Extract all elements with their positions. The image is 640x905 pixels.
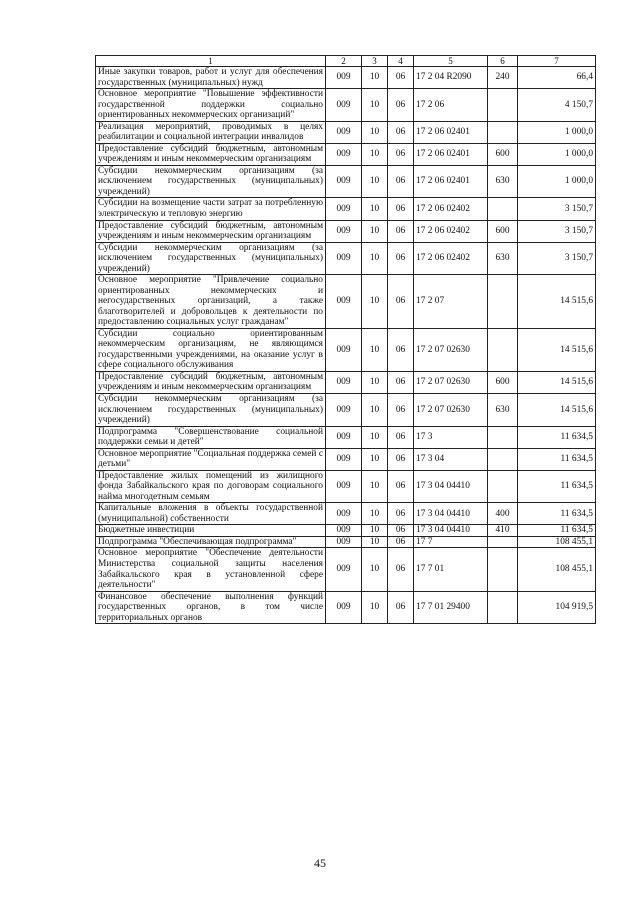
- expense-type-code: [488, 426, 518, 448]
- target-item-code: 17 2 06 02402: [414, 220, 488, 242]
- row-name: Капитальные вложения в объекты государственной (муниципальной) собственности: [96, 503, 326, 525]
- table-row: [96, 448, 596, 470]
- admin-code: 009: [326, 89, 362, 122]
- amount: 1 000,0: [518, 165, 596, 198]
- section-code: 10: [362, 198, 388, 220]
- row-name: Основное мероприятие "Привлечение социально ориентированных некоммерческих и негосударственных организаций, а также благотворителей и добровольцев к деятельности по предоставлению социальных услуг гражданам": [96, 275, 326, 329]
- header-col-4: 4: [388, 56, 414, 67]
- admin-code: 009: [326, 220, 362, 242]
- admin-code: 009: [326, 371, 362, 393]
- row-name: Предоставление субсидий бюджетным, автономным учреждениям и иным некоммерческим организациям: [96, 371, 326, 393]
- admin-code: 009: [326, 198, 362, 220]
- section-code: 10: [362, 426, 388, 448]
- expense-type-code: [488, 591, 518, 624]
- admin-code: 009: [326, 548, 362, 591]
- target-item-code: 17 2 07 02630: [414, 371, 488, 393]
- section-code: 10: [362, 67, 388, 89]
- table-row: [96, 426, 596, 448]
- section-code: 10: [362, 591, 388, 624]
- subsection-code: 06: [388, 503, 414, 525]
- target-item-code: 17 3 04 04410: [414, 525, 488, 537]
- table-row: [96, 198, 596, 220]
- target-item-code: 17 2 06 02402: [414, 198, 488, 220]
- table-row: [96, 121, 596, 143]
- target-item-code: 17 2 06 02401: [414, 143, 488, 165]
- target-item-code: 17 2 07 02630: [414, 394, 488, 427]
- row-name: Субсидии некоммерческим организациям (за исключением государственных (муниципальных) учреждений): [96, 242, 326, 275]
- section-code: 10: [362, 89, 388, 122]
- amount: 14 515,6: [518, 394, 596, 427]
- target-item-code: 17 3: [414, 426, 488, 448]
- target-item-code: 17 7: [414, 536, 488, 548]
- table-row: [96, 525, 596, 537]
- page-number: 45: [314, 856, 326, 870]
- target-item-code: 17 2 06 02402: [414, 242, 488, 275]
- subsection-code: 06: [388, 525, 414, 537]
- amount: 11 634,5: [518, 525, 596, 537]
- admin-code: 009: [326, 448, 362, 470]
- expense-type-code: [488, 121, 518, 143]
- amount: 3 150,7: [518, 220, 596, 242]
- subsection-code: 06: [388, 220, 414, 242]
- subsection-code: 06: [388, 328, 414, 371]
- admin-code: 009: [326, 470, 362, 503]
- subsection-code: 06: [388, 198, 414, 220]
- row-name: Субсидии на возмещение части затрат за потребленную электрическую и тепловую энергию: [96, 198, 326, 220]
- expense-type-code: [488, 448, 518, 470]
- subsection-code: 06: [388, 548, 414, 591]
- header-col-5: 5: [414, 56, 488, 67]
- header-col-3: 3: [362, 56, 388, 67]
- target-item-code: 17 2 07: [414, 275, 488, 329]
- section-code: 10: [362, 536, 388, 548]
- expense-type-code: 600: [488, 371, 518, 393]
- row-name: Основное мероприятие "Повышение эффективности государственной поддержки социально ориентированных некоммерческих организаций": [96, 89, 326, 122]
- target-item-code: 17 3 04 04410: [414, 470, 488, 503]
- admin-code: 009: [326, 536, 362, 548]
- admin-code: 009: [326, 242, 362, 275]
- expense-type-code: 400: [488, 503, 518, 525]
- table-row: [96, 591, 596, 624]
- subsection-code: 06: [388, 242, 414, 275]
- subsection-code: 06: [388, 143, 414, 165]
- expense-type-code: 410: [488, 525, 518, 537]
- subsection-code: 06: [388, 165, 414, 198]
- table-row: [96, 548, 596, 591]
- subsection-code: 06: [388, 121, 414, 143]
- amount: 4 150,7: [518, 89, 596, 122]
- budget-table: [95, 55, 596, 624]
- section-code: 10: [362, 220, 388, 242]
- target-item-code: 17 3 04 04410: [414, 503, 488, 525]
- section-code: 10: [362, 548, 388, 591]
- expense-type-code: [488, 548, 518, 591]
- amount: 108 455,1: [518, 536, 596, 548]
- section-code: 10: [362, 165, 388, 198]
- subsection-code: 06: [388, 394, 414, 427]
- row-name: Основное мероприятие "Социальная поддержка семей с детьми": [96, 448, 326, 470]
- amount: 11 634,5: [518, 470, 596, 503]
- admin-code: 009: [326, 143, 362, 165]
- row-name: Финансовое обеспечение выполнения функций государственных органов, в том числе территориальных органов: [96, 591, 326, 624]
- admin-code: 009: [326, 591, 362, 624]
- section-code: 10: [362, 394, 388, 427]
- subsection-code: 06: [388, 470, 414, 503]
- row-name: Субсидии социально ориентированным некоммерческим организациям, не являющимся государственными учреждениями, на оказание услуг в сфере социального обслуживания: [96, 328, 326, 371]
- expense-type-code: 600: [488, 143, 518, 165]
- subsection-code: 06: [388, 591, 414, 624]
- expense-type-code: 630: [488, 394, 518, 427]
- amount: 11 634,5: [518, 448, 596, 470]
- table-row: [96, 143, 596, 165]
- target-item-code: 17 7 01 29400: [414, 591, 488, 624]
- admin-code: 009: [326, 121, 362, 143]
- target-item-code: 17 2 06 02401: [414, 165, 488, 198]
- admin-code: 009: [326, 394, 362, 427]
- section-code: 10: [362, 503, 388, 525]
- expense-type-code: 630: [488, 165, 518, 198]
- section-code: 10: [362, 525, 388, 537]
- subsection-code: 06: [388, 371, 414, 393]
- expense-type-code: [488, 275, 518, 329]
- subsection-code: 06: [388, 89, 414, 122]
- table-row: [96, 371, 596, 393]
- section-code: 10: [362, 121, 388, 143]
- expense-type-code: [488, 89, 518, 122]
- admin-code: 009: [326, 525, 362, 537]
- table-row: [96, 536, 596, 548]
- row-name: Иные закупки товаров, работ и услуг для обеспечения государственных (муниципальных) нужд: [96, 67, 326, 89]
- admin-code: 009: [326, 328, 362, 371]
- target-item-code: 17 2 04 R2090: [414, 67, 488, 89]
- row-name: Бюджетные инвестиции: [96, 525, 326, 537]
- table-row: [96, 470, 596, 503]
- header-col-1: 1: [96, 56, 326, 67]
- section-code: 10: [362, 275, 388, 329]
- amount: 14 515,6: [518, 275, 596, 329]
- section-code: 10: [362, 242, 388, 275]
- section-code: 10: [362, 448, 388, 470]
- amount: 3 150,7: [518, 242, 596, 275]
- admin-code: 009: [326, 503, 362, 525]
- target-item-code: 17 7 01: [414, 548, 488, 591]
- table-row: [96, 503, 596, 525]
- amount: 66,4: [518, 67, 596, 89]
- amount: 1 000,0: [518, 143, 596, 165]
- expense-type-code: 240: [488, 67, 518, 89]
- header-col-6: 6: [488, 56, 518, 67]
- amount: 11 634,5: [518, 426, 596, 448]
- table-row: [96, 220, 596, 242]
- row-name: Реализация мероприятий, проводимых в целях реабилитации и социальной интеграции инвалидов: [96, 121, 326, 143]
- section-code: 10: [362, 143, 388, 165]
- admin-code: 009: [326, 275, 362, 329]
- subsection-code: 06: [388, 275, 414, 329]
- table-row: [96, 165, 596, 198]
- table-row: [96, 328, 596, 371]
- amount: 11 634,5: [518, 503, 596, 525]
- row-name: Предоставление субсидий бюджетным, автономным учреждениям и иным некоммерческим организациям: [96, 220, 326, 242]
- expense-type-code: 600: [488, 220, 518, 242]
- row-name: Субсидии некоммерческим организациям (за исключением государственных (муниципальных) учреждений): [96, 394, 326, 427]
- admin-code: 009: [326, 165, 362, 198]
- row-name: Подпрограмма "Обеспечивающая подпрограмма": [96, 536, 326, 548]
- target-item-code: 17 2 06: [414, 89, 488, 122]
- header-row: [96, 56, 596, 67]
- target-item-code: 17 2 07 02630: [414, 328, 488, 371]
- amount: 3 150,7: [518, 198, 596, 220]
- amount: 104 919,5: [518, 591, 596, 624]
- target-item-code: 17 3 04: [414, 448, 488, 470]
- header-col-7: 7: [518, 56, 596, 67]
- expense-type-code: [488, 470, 518, 503]
- row-name: Подпрограмма "Совершенствование социальной поддержки семьи и детей": [96, 426, 326, 448]
- table-row: [96, 242, 596, 275]
- table-row: [96, 67, 596, 89]
- subsection-code: 06: [388, 448, 414, 470]
- admin-code: 009: [326, 67, 362, 89]
- table-row: [96, 89, 596, 122]
- subsection-code: 06: [388, 67, 414, 89]
- row-name: Предоставление жилых помещений из жилищного фонда Забайкальского края по договорам социального найма многодетным семьям: [96, 470, 326, 503]
- target-item-code: 17 2 06 02401: [414, 121, 488, 143]
- section-code: 10: [362, 328, 388, 371]
- amount: 14 515,6: [518, 328, 596, 371]
- section-code: 10: [362, 371, 388, 393]
- expense-type-code: [488, 198, 518, 220]
- row-name: Предоставление субсидий бюджетным, автономным учреждениям и иным некоммерческим организациям: [96, 143, 326, 165]
- header-col-2: 2: [326, 56, 362, 67]
- subsection-code: 06: [388, 536, 414, 548]
- admin-code: 009: [326, 426, 362, 448]
- expense-type-code: [488, 328, 518, 371]
- table-row: [96, 394, 596, 427]
- expense-type-code: [488, 536, 518, 548]
- amount: 108 455,1: [518, 548, 596, 591]
- amount: 14 515,6: [518, 371, 596, 393]
- section-code: 10: [362, 470, 388, 503]
- table-row: [96, 275, 596, 329]
- subsection-code: 06: [388, 426, 414, 448]
- row-name: Субсидии некоммерческим организациям (за исключением государственных (муниципальных) учреждений): [96, 165, 326, 198]
- expense-type-code: 630: [488, 242, 518, 275]
- amount: 1 000,0: [518, 121, 596, 143]
- row-name: Основное мероприятие "Обеспечение деятельности Министерства социальной защиты населения Забайкальского края в установленной сфере деятельности": [96, 548, 326, 591]
